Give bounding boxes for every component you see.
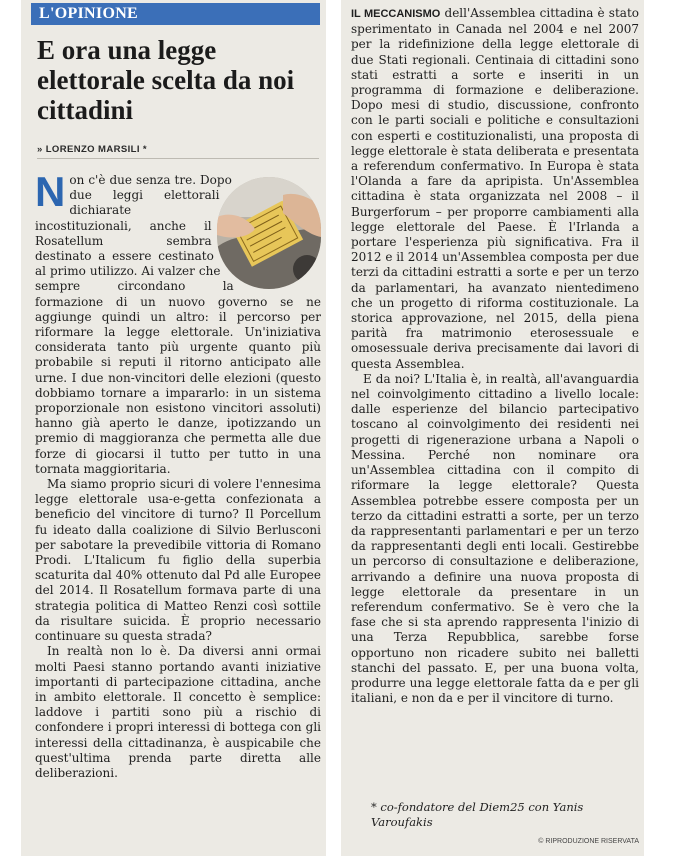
- photo-wrapper: [217, 177, 321, 289]
- byline: » LORENZO MARSILI *: [37, 144, 147, 155]
- paragraph-3: In realtà non lo è. Da diversi anni ormai molti Paesi stanno portando avanti iniziative importanti di partecipazione cittadina, anche in ambito elettorale. Il concetto è semplice: laddove i partiti sono più a rischio di confondere i propri interessi di bottega con gli interessi della cittadinanza, è auspicabile che quest'ultima prenda parte diretta alle deliberazioni.: [35, 644, 321, 780]
- paragraph-5: E da noi? L'Italia è, in realtà, all'avanguardia nel coinvolgimento cittadino a livello locale: dalle esperienze del bilancio partecipativo toscano al coinvolgimento dei residenti nei progetti di rigenerazione urbana a Napoli o Messina. Perché non nominare ora un'Assemblea cittadina con il compito di riformare la legge elettorale? Questa Assemblea potrebbe essere composta per un terzo da cittadini estratti a sorte, per un terzo da rappresentanti parlamentari e per un terzo da rappresentanti degli enti locali. Gestirebbe un percorso di consultazione e deliberazione, arrivando a definire una nuova proposta di legge elettorale da presentare in un referendum confermativo. Se è vero che la fase che si sta aprendo rappresenta l'inizio di una Terza Repubblica, sarebbe forse opportuno non ricadere subito nei balletti stanchi del passato. E, per una buona volta, produrre una legge elettorale fatta da e per gli italiani, e non da e per il vincitore di turno.: [351, 371, 639, 706]
- byline-divider: [37, 158, 319, 159]
- paragraph-1: on c'è due senza tre. Dopo due leggi elettorali dichiarate incostituzionali, anche il Rosatellum sembra destinato a essere cestinato al primo utilizzo. Ai valzer che sempre circondano la formazione di un nuovo governo se ne aggiunge quindi un altro: il percorso per riformare la legge elettorale. Un'iniziativa considerata tanto più urgente quanto più probabile si reputi il ritorno anticipato alle urne. I due non-vincitori delle elezioni (questo dobbiamo tornare a impararlo: in un sistema proporzionale non esistono vincitori assoluti) hanno già aperto le danze, ipotizzando un premio di maggioranza che permetta alle due forze di giocarsi il tutto per tutto in una tornata maggioritaria.: [35, 173, 321, 476]
- paragraph-4: [351, 6, 639, 372]
- paragraph-4-lead: IL MECCANISMO: [351, 8, 441, 20]
- drop-cap: N: [35, 168, 66, 215]
- article-body-right: [351, 6, 639, 706]
- paragraph-4-text: dell'Assemblea cittadina è stato sperimentato in Canada nel 2004 e nel 2007 per la ridefinizione della legge elettorale di due Stati regionali. Centinaia di cittadini sono stati estratti a sorte e inseriti in un programma di formazione e deliberazione. Dopo mesi di studio, discussione, confronto con le parti sociali e politiche e consultazioni con esperti e costituzionalisti, una proposta di legge elettorale è stata deliberata e presentata a referendum confermativo. In Europa è stata l'Olanda a fare da apripista. Un'Assemblea cittadina è stata organizzata nel 2008 – il Burgerforum – per proporre cambiamenti alla legge elettorale del Paese. È l'Irlanda a portare l'esperienza più significativa. Fra il 2012 e il 2014 un'Assemblea composta per due terzi da cittadini estratti a sorte e per un terzo da parlamentari, ha avanzato nientedimeno che un progetto di riforma costituzionale. La storica approvazione, nel 2015, della piena parità fra matrimonio eterosessuale e omosessuale deriva precisamente dai lavori di questa Assemblea.: [351, 6, 639, 371]
- copyright-notice: © RIPRODUZIONE RISERVATA: [538, 838, 639, 845]
- author-footnote: * co-fondatore del Diem25 con Yanis Varoufakis: [371, 800, 584, 829]
- left-column: [21, 0, 326, 856]
- article-body-left: [35, 168, 321, 781]
- ballot-photo: [217, 177, 321, 289]
- section-label: L'OPINIONE: [39, 5, 139, 22]
- headline: E ora una legge elettorale scelta da noi cittadini: [37, 35, 295, 125]
- section-banner: [31, 3, 320, 25]
- right-column: [341, 0, 644, 856]
- paragraph-2: Ma siamo proprio sicuri di volere l'ennesima legge elettorale usa-e-getta confezionata a beneficio del vincitore di turno? Il Porcellum fu ideato dalla coalizione di Silvio Berlusconi per sabotare la prevedibile vittoria di Romano Prodi. L'Italicum fu figlio della superbia scaturita dal 40% ottenuto dal Pd alle Europee del 2014. Il Rosatellum formava parte di una strategia politica di Matteo Renzi così sottile da risultare suicida. È proprio necessario continuare su questa strada?: [35, 477, 321, 644]
